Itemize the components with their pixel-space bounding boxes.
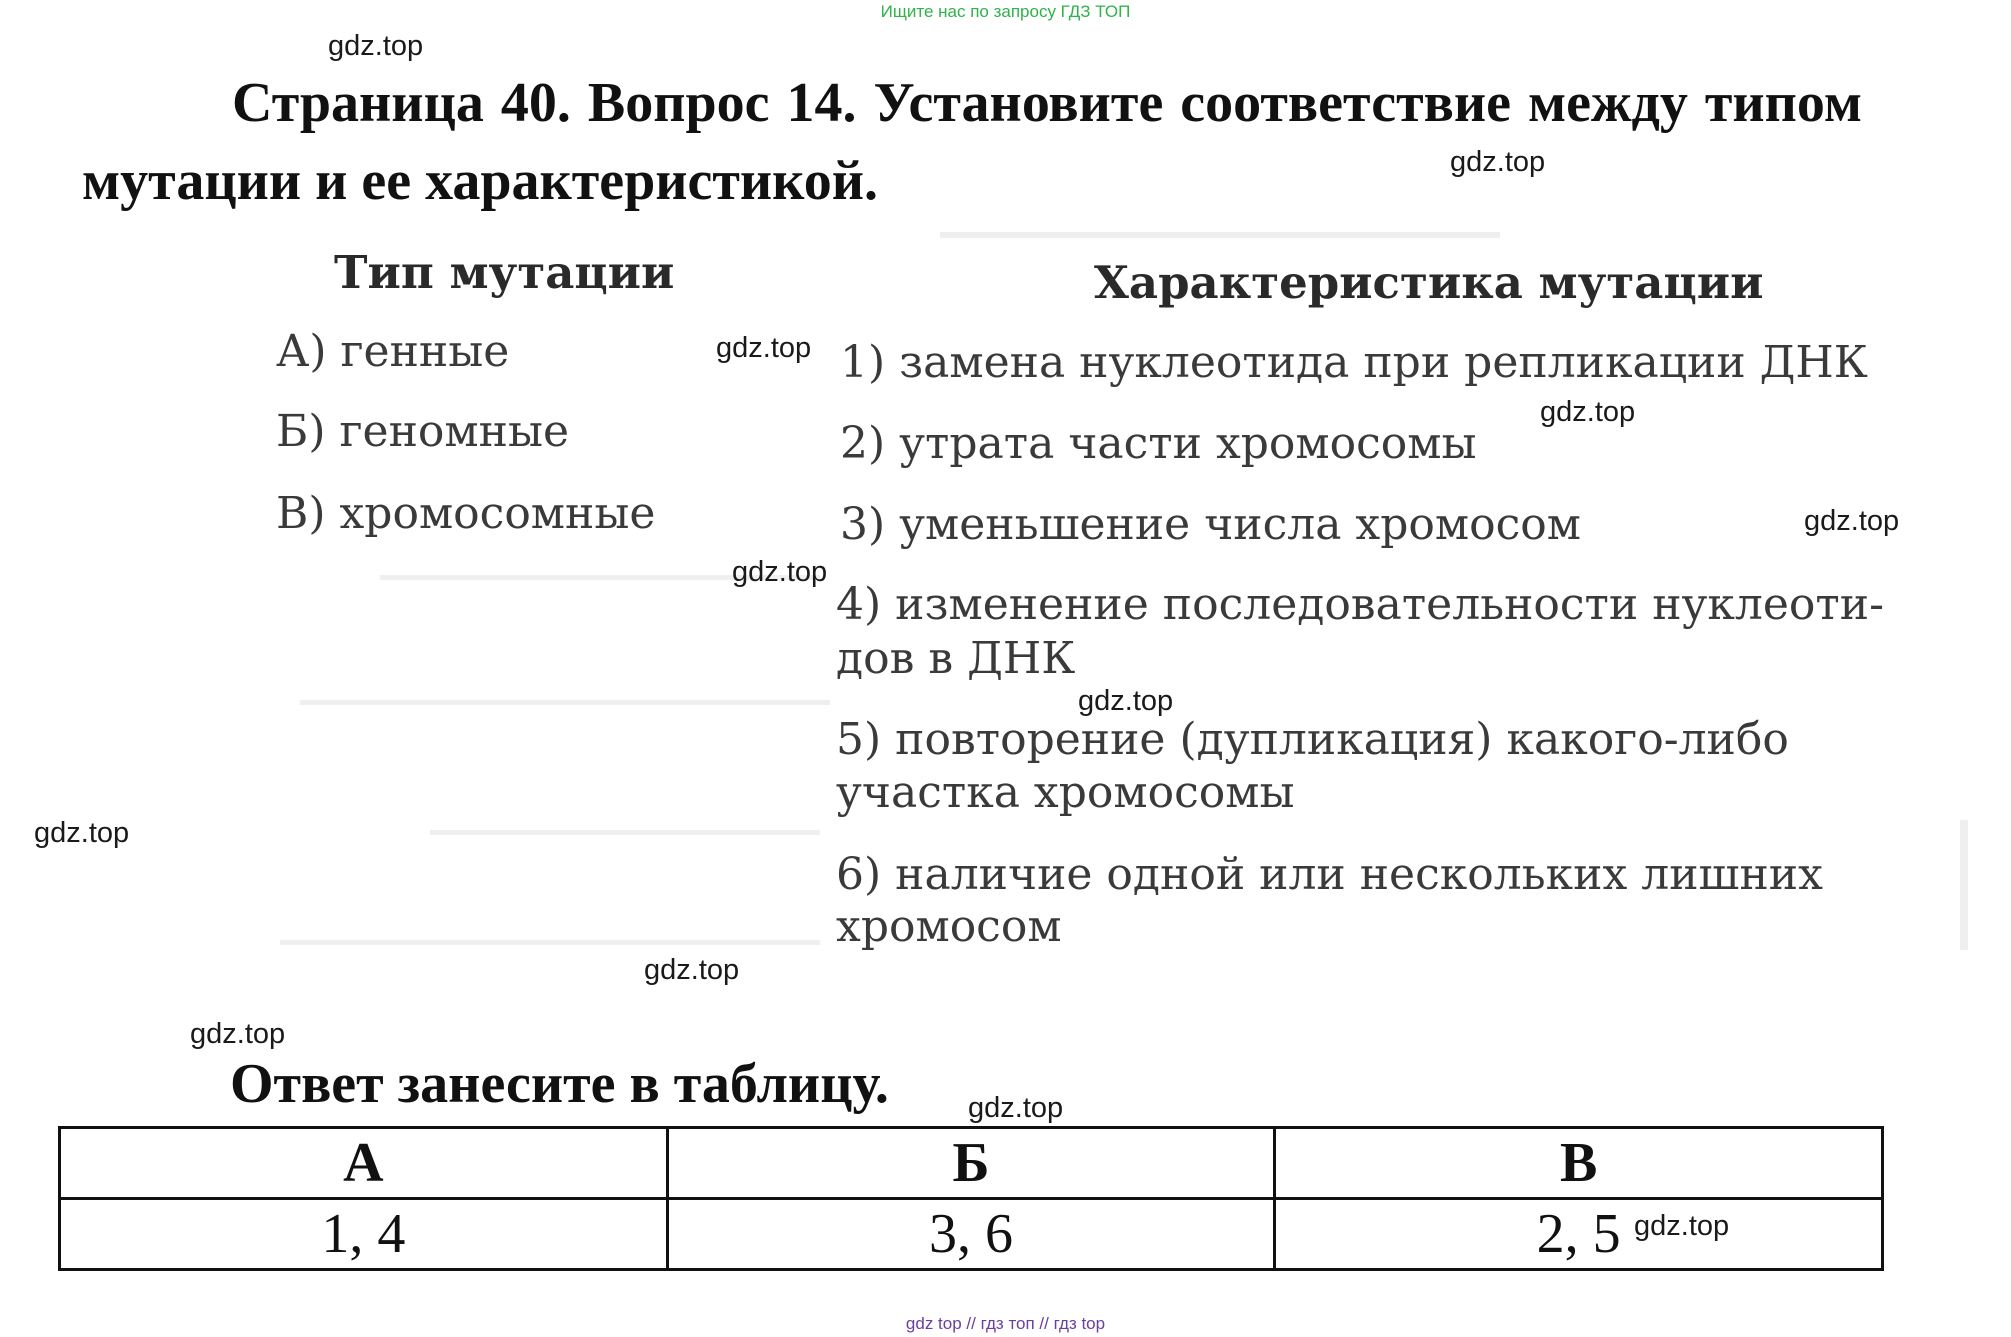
watermark: gdz.top bbox=[34, 817, 130, 849]
scan-artifact bbox=[280, 940, 820, 945]
left-column-heading: Тип мутации bbox=[334, 246, 675, 299]
watermark: gdz.top bbox=[644, 954, 740, 986]
watermark: gdz.top bbox=[1634, 1210, 1730, 1242]
answer-header-a: А bbox=[60, 1128, 668, 1199]
type-item-c: В) хромосомные bbox=[276, 488, 656, 539]
characteristic-item-6-cont: хромосом bbox=[836, 901, 1062, 952]
answer-table-value-row bbox=[60, 1199, 1883, 1270]
answer-value-a: 1, 4 bbox=[60, 1199, 668, 1270]
question-title: Страница 40. Вопрос 14. Установите соответствие между типом мутации и ее характеристикой. bbox=[82, 72, 1862, 212]
type-item-b: Б) геномные bbox=[276, 406, 570, 457]
scan-artifact bbox=[1960, 820, 1968, 950]
watermark: gdz.top bbox=[1078, 685, 1174, 717]
watermark: gdz.top bbox=[328, 30, 424, 62]
characteristic-item-1: 1) замена нуклеотида при репликации ДНК bbox=[840, 337, 1868, 388]
characteristic-item-4-cont: дов в ДНК bbox=[836, 633, 1076, 684]
answer-value-c: 2, 5 bbox=[1275, 1199, 1883, 1270]
answer-instruction: Ответ занесите в таблицу. bbox=[230, 1053, 889, 1115]
characteristic-item-2: 2) утрата части хромосомы bbox=[840, 418, 1477, 469]
watermark: gdz.top bbox=[1450, 146, 1546, 178]
right-column-heading: Характеристика мутации bbox=[1094, 256, 1764, 309]
characteristic-item-3: 3) уменьшение числа хромосом bbox=[840, 499, 1581, 550]
characteristic-item-4: 4) изменение последовательности нуклеоти- bbox=[836, 579, 1884, 630]
footer-links[interactable]: gdz top // гдз топ // гдз top bbox=[905, 1314, 1106, 1333]
watermark: gdz.top bbox=[1540, 396, 1636, 428]
scan-artifact bbox=[300, 700, 830, 705]
answer-header-b: Б bbox=[667, 1128, 1275, 1199]
scan-artifact bbox=[430, 830, 820, 835]
watermark: gdz.top bbox=[732, 556, 828, 588]
answer-header-c: В bbox=[1275, 1128, 1883, 1199]
characteristic-item-5-cont: участка хромосомы bbox=[836, 767, 1295, 818]
watermark: gdz.top bbox=[190, 1018, 286, 1050]
watermark: gdz.top bbox=[716, 332, 812, 364]
answer-value-b: 3, 6 bbox=[667, 1199, 1275, 1270]
answer-table bbox=[58, 1126, 1884, 1271]
characteristic-item-6: 6) наличие одной или нескольких лишних bbox=[836, 849, 1823, 900]
answer-table-header-row bbox=[60, 1128, 1883, 1199]
search-banner[interactable]: Ищите нас по запросу ГДЗ ТОП bbox=[880, 2, 1131, 21]
scan-artifact bbox=[940, 232, 1500, 238]
watermark: gdz.top bbox=[968, 1092, 1064, 1124]
watermark: gdz.top bbox=[1804, 505, 1900, 537]
type-item-a: А) генные bbox=[276, 326, 510, 377]
characteristic-item-5: 5) повторение (дупликация) какого-либо bbox=[836, 714, 1789, 765]
